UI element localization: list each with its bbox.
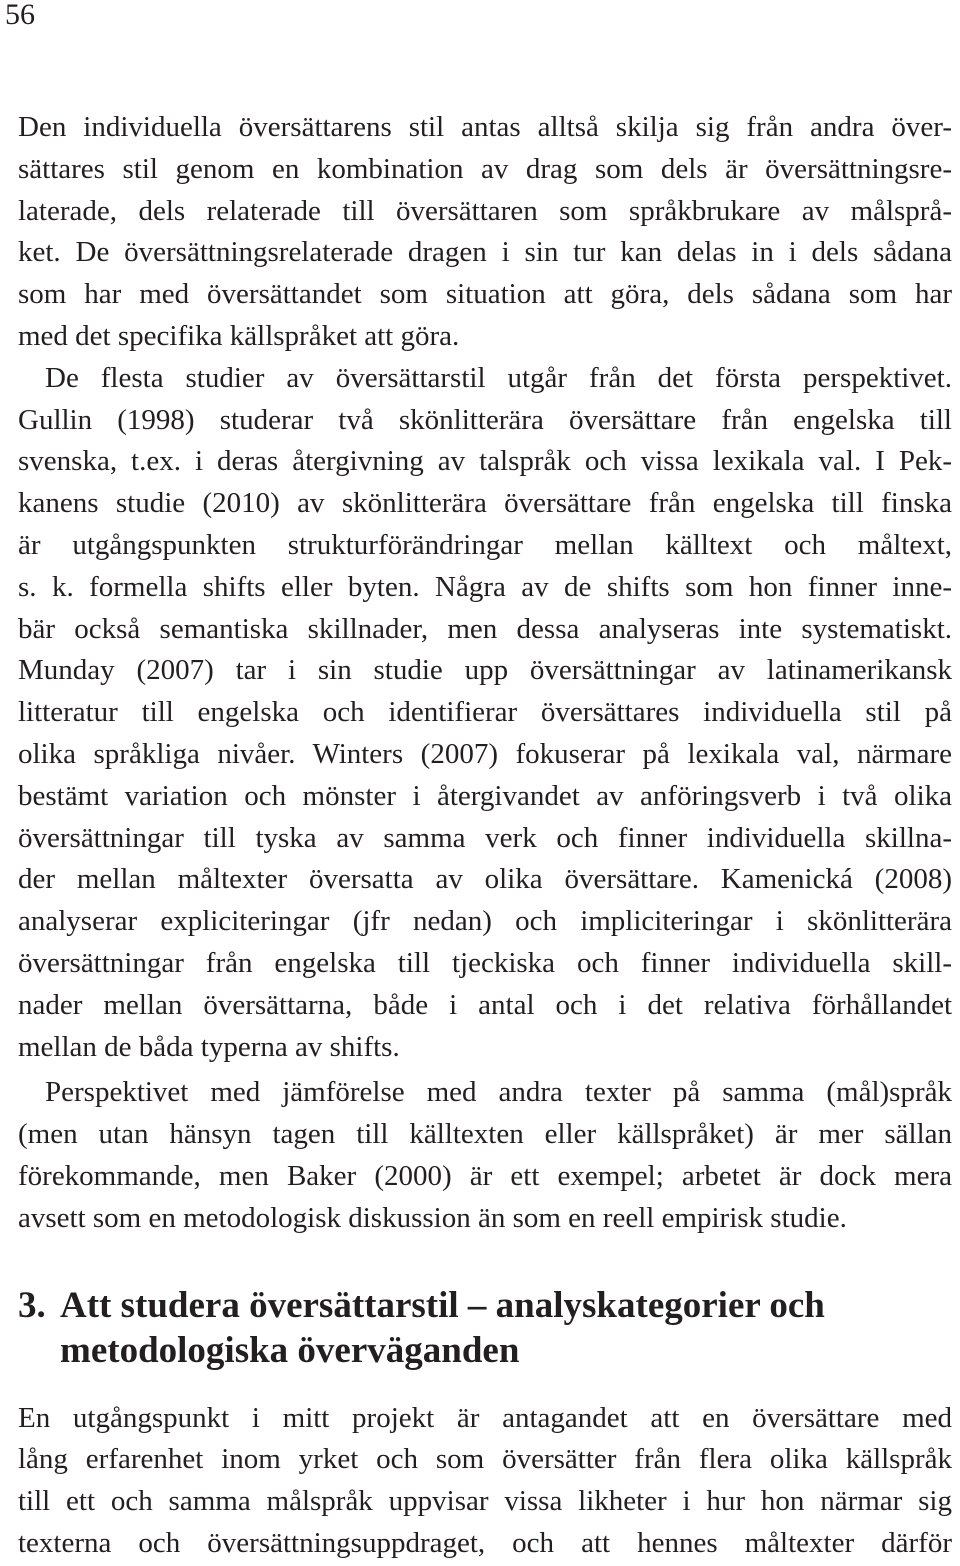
text-line: laterade, dels relaterade till översättaren som språkbrukare av målsprå- [18, 194, 952, 227]
paragraph [18, 1072, 952, 1239]
text-line: En utgångspunkt i mitt projekt är antagandet att en översättare med [18, 1401, 952, 1434]
text-line: mellan de båda typerna av shifts. [18, 1030, 400, 1063]
paragraph [18, 358, 952, 1069]
paragraph [18, 107, 952, 358]
text-line: är utgångspunkten strukturförändringar mellan källtext och måltext, [18, 528, 952, 561]
text-column [18, 107, 952, 1565]
text-line: bär också semantiska skillnader, men dessa analyseras inte systematiskt. [18, 612, 952, 645]
text-line: s. k. formella shifts eller byten. Några av de shifts som hon finner inne- [18, 570, 952, 603]
text-line: Munday (2007) tar i sin studie upp översättningar av latinamerikansk [18, 654, 952, 687]
text-line: olika språkliga nivåer. Winters (2007) fokuserar på lexikala val, närmare [18, 737, 952, 770]
page-number: 56 [5, 0, 35, 31]
text-line: till ett och samma målspråk uppvisar vissa likheter i hur hon närmar sig [18, 1485, 952, 1518]
section-title-text: Att studera översättarstil – analyskategorier och [60, 1284, 825, 1326]
text-line: litteratur till engelska och identifierar översättares individuella stil på [18, 696, 952, 729]
text-line: ket. De översättningsrelaterade dragen i sin tur kan delas in i dels sådana [18, 236, 952, 269]
text-line: bestämt variation och mönster i återgivandet av anföringsverb i två olika [18, 779, 952, 812]
text-line: lång erfarenhet inom yrket och som översätter från flera olika källspråk [18, 1443, 952, 1476]
text-line: som har med översättandet som situation att göra, dels sådana som har [18, 278, 952, 311]
section-title-text: metodologiska överväganden [60, 1329, 520, 1371]
section-number: 3. [18, 1284, 46, 1326]
text-line: översättningar till tyska av samma verk och finner individuella skillna- [18, 821, 952, 854]
text-line: (men utan hänsyn tagen till källtexten eller källspråket) är mer sällan [18, 1118, 952, 1151]
text-line: Gullin (1998) studerar två skönlitterära översättare från engelska till [18, 403, 952, 436]
section-heading-line [18, 1283, 952, 1328]
text-line: sättares stil genom en kombination av drag som dels är översättningsre- [18, 152, 952, 185]
section-heading-line [18, 1328, 952, 1373]
section-heading [18, 1283, 952, 1373]
text-line: nader mellan översättarna, både i antal och i det relativa förhållandet [18, 988, 952, 1021]
text-line: översättningar från engelska till tjeckiska och finner individuella skill- [18, 946, 952, 979]
text-line: analyserar expliciteringar (jfr nedan) och impliciteringar i skönlitterära [18, 905, 952, 938]
paragraph [18, 1398, 952, 1565]
text-line: texterna och översättningsuppdraget, och att hennes måltexter därför [18, 1526, 952, 1559]
text-line: svenska, t.ex. i deras återgivning av talspråk och vissa lexikala val. I Pek- [18, 445, 952, 478]
text-line: De flesta studier av översättarstil utgår från det första perspektivet. [45, 361, 952, 394]
text-line: Perspektivet med jämförelse med andra texter på samma (mål)språk [45, 1076, 952, 1109]
text-line: förekommande, men Baker (2000) är ett exempel; arbetet är dock mera [18, 1159, 952, 1192]
text-line: avsett som en metodologisk diskussion än som en reell empirisk studie. [18, 1201, 847, 1234]
text-line: der mellan måltexter översatta av olika översättare. Kamenická (2008) [18, 863, 952, 896]
text-line: kanens studie (2010) av skönlitterära översättare från engelska till finska [18, 487, 952, 520]
text-line: med det specifika källspråket att göra. [18, 319, 460, 352]
text-line: Den individuella översättarens stil antas alltså skilja sig från andra över- [18, 111, 952, 143]
